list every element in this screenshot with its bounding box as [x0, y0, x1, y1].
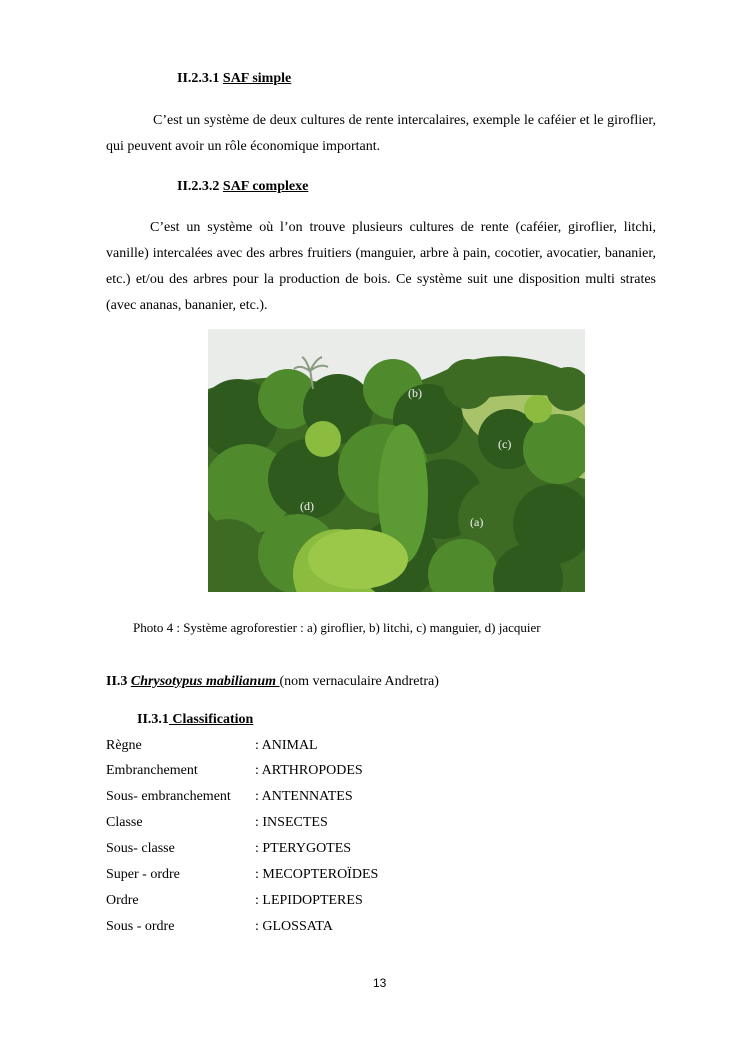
paragraph-saf-simple: C’est un système de deux cultures de rente intercalaires, exemple le caféier et le giroflier, qui peuvent avoir un rôle économique important.: [106, 113, 656, 154]
heading-saf-complexe: [177, 179, 308, 195]
photo-caption: Photo 4 : Système agroforestier : a) giroflier, b) litchi, c) manguier, d) jacquier: [133, 620, 541, 635]
heading-classification: [137, 712, 253, 728]
classification-row: Sous- classe : PTERYGOTES: [106, 841, 352, 856]
classification-row: Règne : ANIMAL: [106, 738, 318, 753]
classification-row: Classe : INSECTES: [106, 815, 328, 830]
classification-row: Sous- embranchement : ANTENNATES: [106, 789, 353, 804]
heading-title: SAF simple: [222, 71, 292, 86]
heading-saf-simple: [177, 71, 291, 87]
heading-number: II.2.3.2: [177, 179, 220, 194]
heading-title: Classification: [168, 712, 254, 727]
photo-label-b: (b): [408, 386, 422, 400]
classification-row: Embranchement : ARTHROPODES: [106, 763, 363, 778]
photo-label-d: (d): [300, 499, 314, 513]
agroforestry-photo: [208, 329, 585, 592]
heading-species: [106, 674, 439, 690]
heading-title: SAF complexe: [222, 179, 309, 194]
classification-row: Sous - ordre : GLOSSATA: [106, 919, 333, 934]
heading-number: II.3: [106, 674, 128, 689]
photo-label-a: (a): [470, 515, 484, 529]
paragraph-saf-complexe: C’est un système où l’on trouve plusieurs cultures de rente (caféier, giroflier, litchi, vanille) intercalées avec des arbres fruitiers (manguier, arbre à pain, cocotier, avocatier, bananier, etc.) et/ou des arbres pour la production de bois. Ce système suit une disposition multi strates (avec ananas, bananier, etc.).: [106, 220, 656, 313]
photo-drawing: [208, 329, 585, 592]
species-vernacular: (nom vernaculaire Andretra): [279, 674, 439, 689]
photo-label-c: (c): [498, 437, 512, 451]
page-number: 13: [373, 976, 387, 990]
heading-number: II.3.1: [137, 712, 169, 727]
classification-row: Ordre : LEPIDOPTERES: [106, 893, 363, 908]
species-name: Chrysotypus mabilianum: [130, 674, 280, 689]
heading-number: II.2.3.1: [177, 71, 220, 86]
classification-row: Super - ordre : MECOPTEROÏDES: [106, 867, 379, 882]
